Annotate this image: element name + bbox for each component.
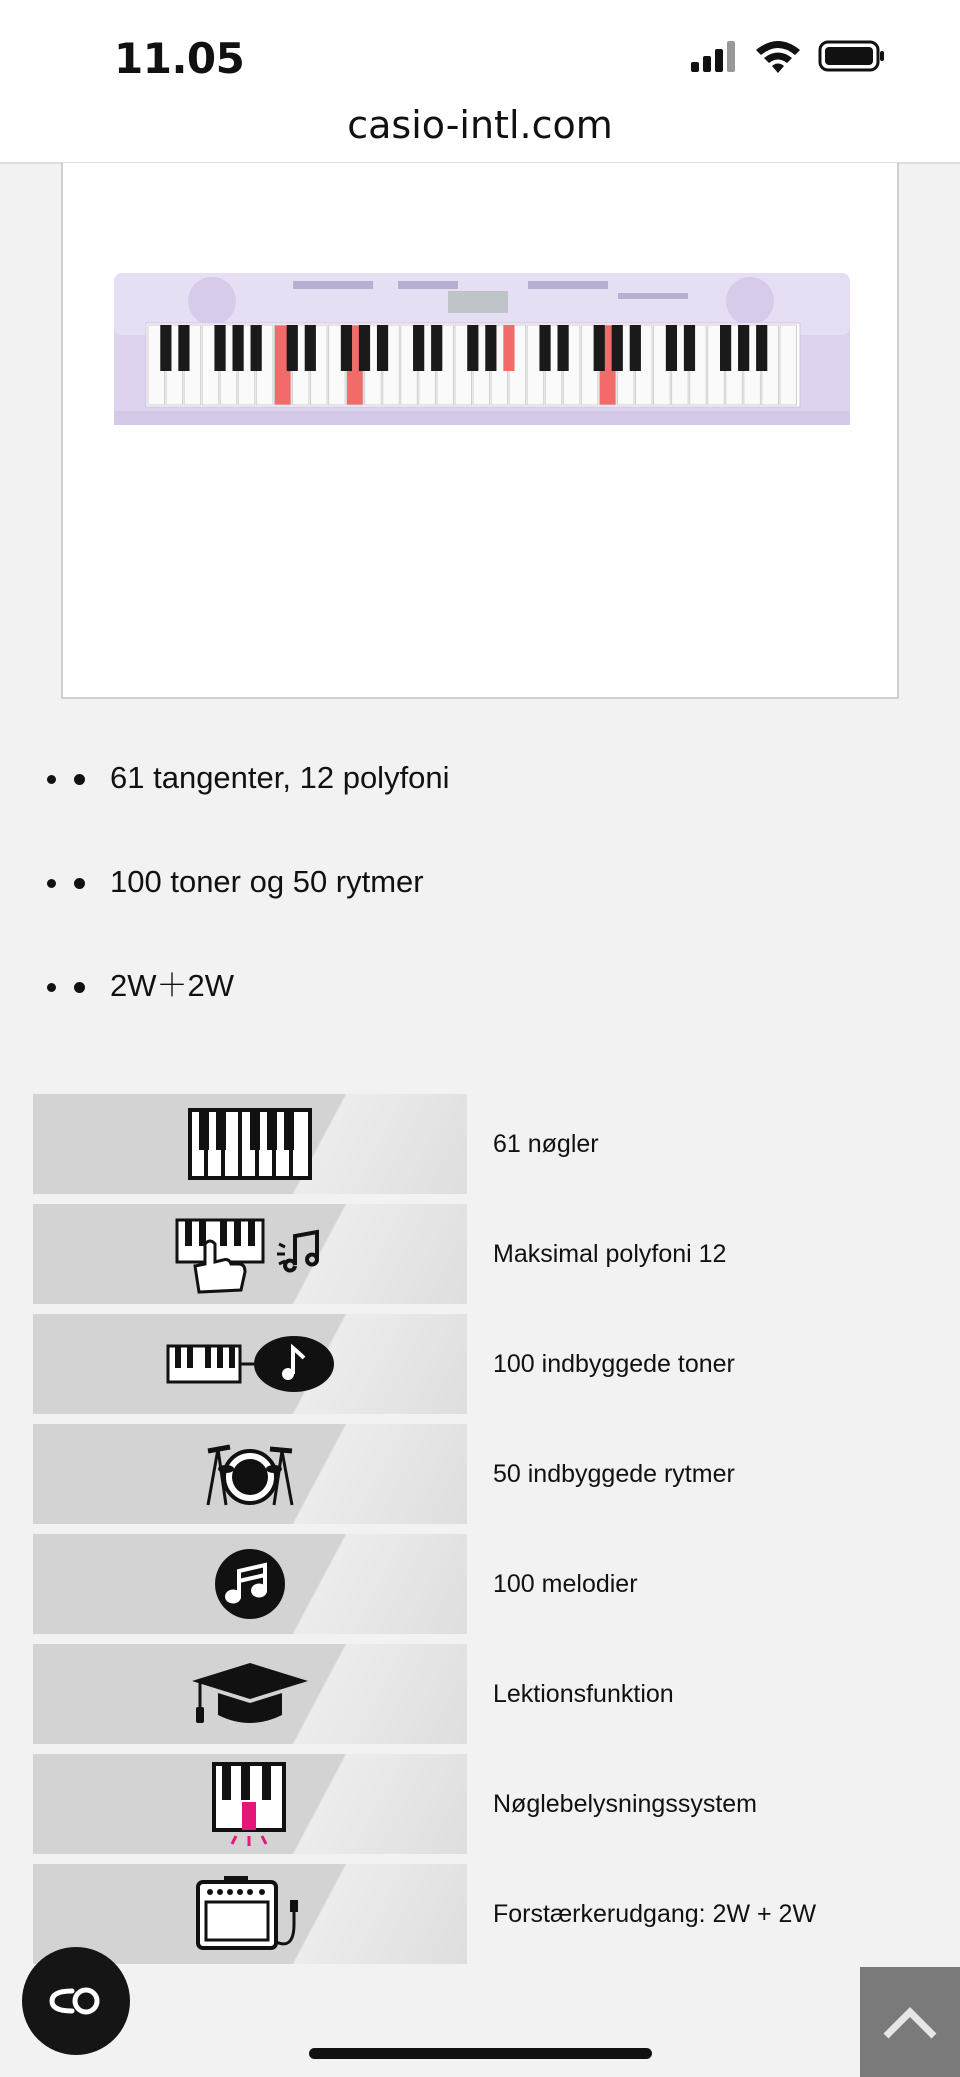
keyboard-black-key (359, 325, 370, 371)
reader-mode-button[interactable] (22, 1947, 130, 2055)
keyboard-white-key (780, 325, 797, 405)
keyboard-black-key (305, 325, 316, 371)
feature-row (33, 1754, 933, 1864)
address-bar[interactable] (0, 96, 960, 164)
spec-bullet-item: • 61 tangenter, 12 polyfoni (72, 750, 892, 854)
keyboard-black-key (612, 325, 623, 371)
feature-row (33, 1864, 933, 1974)
reader-mode-icon (48, 1986, 104, 2016)
spec-bullet-list (72, 750, 892, 1062)
address-url[interactable]: casio-intl.com (347, 103, 613, 147)
chevron-up-icon (880, 2002, 940, 2042)
tones-speech-bubble-icon (166, 1332, 334, 1396)
keyboard-black-key (485, 325, 496, 371)
feature-row (33, 1094, 933, 1204)
graduation-cap-icon (190, 1659, 310, 1729)
spec-bullet-item: • 100 toner og 50 rytmer (72, 854, 892, 958)
battery-icon (820, 42, 884, 70)
feature-label: 100 melodier (493, 1570, 638, 1598)
music-note-circle-icon (213, 1547, 287, 1621)
feature-label: Maksimal polyfoni 12 (493, 1240, 727, 1268)
scroll-to-top-button[interactable] (860, 1967, 960, 2077)
keyboard-black-key (341, 325, 352, 371)
home-indicator[interactable] (309, 2048, 652, 2059)
keyboard-black-key (756, 325, 767, 371)
drum-kit-icon (204, 1439, 296, 1509)
polyphony-hand-icon (175, 1214, 325, 1294)
keyboard-black-key (684, 325, 695, 371)
feature-row (33, 1644, 933, 1754)
keyboard-black-key (558, 325, 569, 371)
feature-label: Nøglebelysningssystem (493, 1790, 757, 1818)
feature-row (33, 1314, 933, 1424)
feature-row (33, 1204, 933, 1314)
keyboard-black-key (251, 325, 262, 371)
feature-row (33, 1534, 933, 1644)
keyboard-black-key (467, 325, 478, 371)
piano-keys-icon (188, 1108, 312, 1180)
keyboard-black-key (178, 325, 189, 371)
keyboard-black-key (214, 325, 225, 371)
lighted-key-icon (212, 1762, 288, 1846)
feature-row (33, 1424, 933, 1534)
keyboard-product-image (108, 253, 856, 453)
feature-label: Lektionsfunktion (493, 1680, 674, 1708)
keyboard-black-key (233, 325, 244, 371)
product-image-frame (61, 163, 899, 699)
status-time: 11.05 (114, 34, 245, 83)
keyboard-black-key (287, 325, 298, 371)
spec-bullet-item: • 2W＋2W (72, 958, 892, 1062)
keyboard-black-key (160, 325, 171, 371)
keyboard-black-key (594, 325, 605, 371)
keyboard-black-key (666, 325, 677, 371)
keyboard-black-key (431, 325, 442, 371)
feature-label: 100 indbyggede toner (493, 1350, 735, 1378)
keyboard-black-key (377, 325, 388, 371)
keyboard-black-key (503, 325, 514, 371)
feature-label: 50 indbyggede rytmer (493, 1460, 735, 1488)
feature-label: Forstærkerudgang: 2W + 2W (493, 1900, 817, 1928)
feature-label: 61 nøgler (493, 1130, 599, 1158)
keyboard-black-key (720, 325, 731, 371)
feature-list (33, 1094, 933, 1974)
keyboard-black-key (738, 325, 749, 371)
cellular-signal-icon (691, 41, 735, 72)
keyboard-black-key (539, 325, 550, 371)
wifi-icon (756, 41, 800, 73)
status-icons (688, 36, 888, 76)
keyboard-black-key (630, 325, 641, 371)
amplifier-icon (194, 1874, 306, 1954)
keyboard-black-key (413, 325, 424, 371)
status-bar (0, 0, 960, 108)
